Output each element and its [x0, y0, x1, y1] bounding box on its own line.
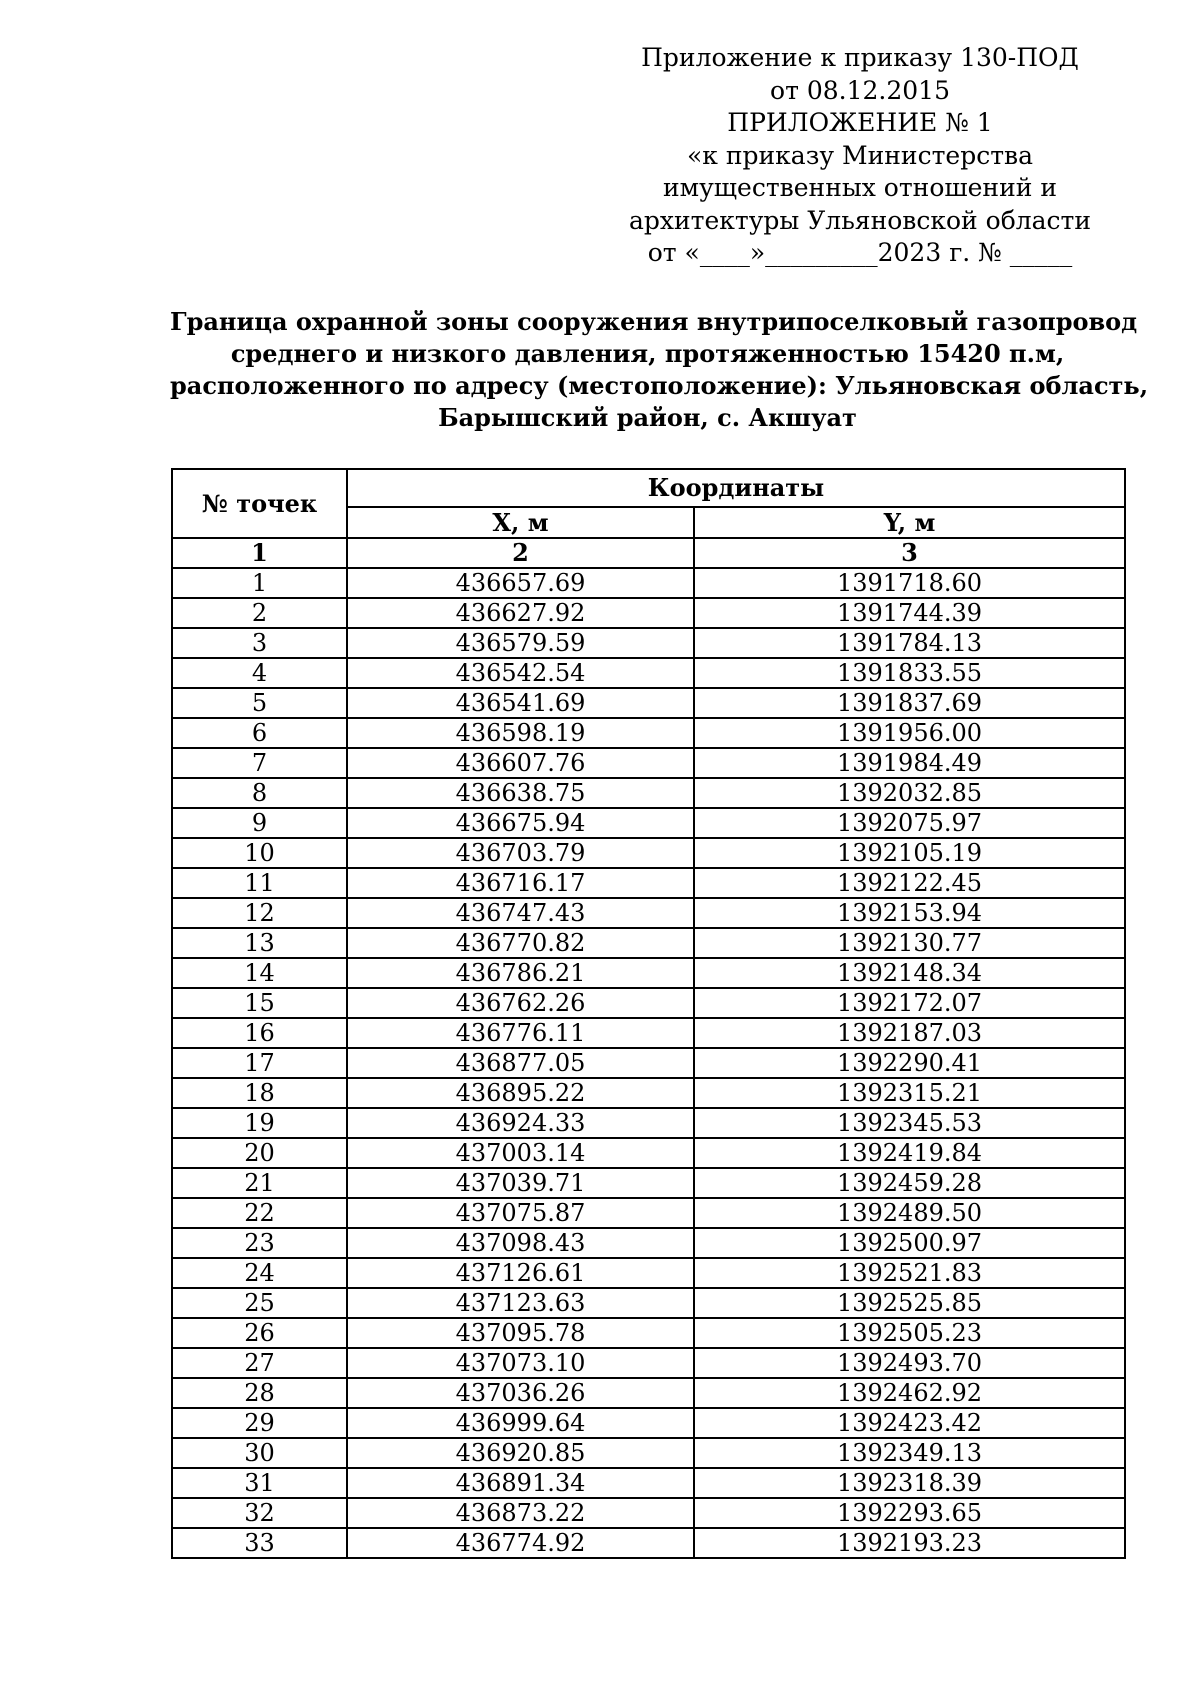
- coordinates-table: [171, 468, 1126, 1559]
- point-number-cell: 14: [172, 958, 347, 988]
- x-coordinate-cell: 436542.54: [347, 658, 694, 688]
- point-number-cell: 5: [172, 688, 347, 718]
- y-coordinate-cell: 1392075.97: [694, 808, 1125, 838]
- point-number-cell: 25: [172, 1288, 347, 1318]
- point-number-cell: 11: [172, 868, 347, 898]
- coordinates-header: Координаты: [347, 469, 1125, 507]
- column-number: 2: [347, 538, 694, 568]
- point-number-cell: 33: [172, 1528, 347, 1558]
- point-number-cell: 1: [172, 568, 347, 598]
- y-coordinate-cell: 1392318.39: [694, 1468, 1125, 1498]
- table-row: [172, 1408, 1125, 1438]
- header-line: от «____»_________2023 г. № _____: [647, 238, 1073, 267]
- table-row: [172, 568, 1125, 598]
- table-row: [172, 928, 1125, 958]
- table-row: [172, 1378, 1125, 1408]
- x-coordinate-cell: 437095.78: [347, 1318, 694, 1348]
- table-row: [172, 718, 1125, 748]
- y-coordinate-cell: 1392345.53: [694, 1108, 1125, 1138]
- x-coordinate-cell: 436607.76: [347, 748, 694, 778]
- x-coordinate-cell: 436895.22: [347, 1078, 694, 1108]
- point-number-cell: 31: [172, 1468, 347, 1498]
- header-line: Приложение к приказу 130-ПОД: [641, 43, 1079, 72]
- y-coordinate-cell: 1391718.60: [694, 568, 1125, 598]
- point-number-cell: 17: [172, 1048, 347, 1078]
- points-column-header: № точек: [172, 469, 347, 538]
- x-coordinate-cell: 436579.59: [347, 628, 694, 658]
- y-coordinate-cell: 1392187.03: [694, 1018, 1125, 1048]
- x-coordinate-cell: 437036.26: [347, 1378, 694, 1408]
- table-row: [172, 898, 1125, 928]
- table-row: [172, 1438, 1125, 1468]
- y-coordinate-cell: 1392172.07: [694, 988, 1125, 1018]
- y-column-header: Y, м: [694, 507, 1125, 538]
- point-number-cell: 2: [172, 598, 347, 628]
- title-line: среднего и низкого давления, протяженностью 15420 п.м,: [230, 339, 1065, 368]
- y-coordinate-cell: 1392105.19: [694, 838, 1125, 868]
- y-coordinate-cell: 1392521.83: [694, 1258, 1125, 1288]
- x-coordinate-cell: 436657.69: [347, 568, 694, 598]
- x-coordinate-cell: 436675.94: [347, 808, 694, 838]
- point-number-cell: 29: [172, 1408, 347, 1438]
- table-row: [172, 1048, 1125, 1078]
- column-number: 3: [694, 538, 1125, 568]
- y-coordinate-cell: 1392462.92: [694, 1378, 1125, 1408]
- point-number-cell: 6: [172, 718, 347, 748]
- x-coordinate-cell: 437039.71: [347, 1168, 694, 1198]
- y-coordinate-cell: 1392500.97: [694, 1228, 1125, 1258]
- point-number-cell: 3: [172, 628, 347, 658]
- table-row: [172, 628, 1125, 658]
- table-row: [172, 748, 1125, 778]
- point-number-cell: 7: [172, 748, 347, 778]
- document-title: [170, 306, 1149, 434]
- header-line: архитектуры Ульяновской области: [628, 205, 1092, 235]
- header-line: от 08.12.2015: [770, 75, 950, 105]
- y-coordinate-cell: 1392419.84: [694, 1138, 1125, 1168]
- header-line: «к приказу Министерства: [686, 140, 1034, 170]
- y-coordinate-cell: 1392489.50: [694, 1198, 1125, 1228]
- y-coordinate-cell: 1392032.85: [694, 778, 1125, 808]
- y-coordinate-cell: 1391784.13: [694, 628, 1125, 658]
- y-coordinate-cell: 1392349.13: [694, 1438, 1125, 1468]
- y-coordinate-cell: 1391744.39: [694, 598, 1125, 628]
- x-coordinate-cell: 436873.22: [347, 1498, 694, 1528]
- table-row: [172, 958, 1125, 988]
- y-coordinate-cell: 1391956.00: [694, 718, 1125, 748]
- table-row: [172, 1258, 1125, 1288]
- point-number-cell: 12: [172, 898, 347, 928]
- table-row: [172, 1348, 1125, 1378]
- table-row: [172, 1318, 1125, 1348]
- point-number-cell: 9: [172, 808, 347, 838]
- y-coordinate-cell: 1392130.77: [694, 928, 1125, 958]
- table-row: [172, 1198, 1125, 1228]
- x-coordinate-cell: 436786.21: [347, 958, 694, 988]
- table-row: [172, 1018, 1125, 1048]
- x-coordinate-cell: 436891.34: [347, 1468, 694, 1498]
- y-coordinate-cell: 1392525.85: [694, 1288, 1125, 1318]
- x-coordinate-cell: 436776.11: [347, 1018, 694, 1048]
- x-coordinate-cell: 436762.26: [347, 988, 694, 1018]
- point-number-cell: 27: [172, 1348, 347, 1378]
- point-number-cell: 30: [172, 1438, 347, 1468]
- y-coordinate-cell: 1392193.23: [694, 1528, 1125, 1558]
- x-coordinate-cell: 436541.69: [347, 688, 694, 718]
- point-number-cell: 23: [172, 1228, 347, 1258]
- table-row: [172, 688, 1125, 718]
- x-coordinate-cell: 436716.17: [347, 868, 694, 898]
- table-body: [172, 568, 1125, 1558]
- table-row: [172, 1528, 1125, 1558]
- point-number-cell: 13: [172, 928, 347, 958]
- point-number-cell: 20: [172, 1138, 347, 1168]
- table-row: [172, 1498, 1125, 1528]
- y-coordinate-cell: 1392459.28: [694, 1168, 1125, 1198]
- y-coordinate-cell: 1392423.42: [694, 1408, 1125, 1438]
- x-coordinate-cell: 436703.79: [347, 838, 694, 868]
- header-line: имущественных отношений и: [662, 173, 1058, 202]
- x-coordinate-cell: 436774.92: [347, 1528, 694, 1558]
- y-coordinate-cell: 1392493.70: [694, 1348, 1125, 1378]
- x-coordinate-cell: 436627.92: [347, 598, 694, 628]
- x-coordinate-cell: 437073.10: [347, 1348, 694, 1378]
- table-row: [172, 598, 1125, 628]
- table-row: [172, 1168, 1125, 1198]
- point-number-cell: 4: [172, 658, 347, 688]
- x-coordinate-cell: 437098.43: [347, 1228, 694, 1258]
- point-number-cell: 28: [172, 1378, 347, 1408]
- x-coordinate-cell: 436920.85: [347, 1438, 694, 1468]
- y-coordinate-cell: 1392122.45: [694, 868, 1125, 898]
- point-number-cell: 15: [172, 988, 347, 1018]
- x-coordinate-cell: 436598.19: [347, 718, 694, 748]
- appendix-header: [620, 42, 1100, 270]
- point-number-cell: 19: [172, 1108, 347, 1138]
- table-row: [172, 658, 1125, 688]
- point-number-cell: 22: [172, 1198, 347, 1228]
- table-row: [172, 1078, 1125, 1108]
- x-coordinate-cell: 437123.63: [347, 1288, 694, 1318]
- table-row: [172, 868, 1125, 898]
- point-number-cell: 24: [172, 1258, 347, 1288]
- x-coordinate-cell: 436770.82: [347, 928, 694, 958]
- table-row: [172, 988, 1125, 1018]
- x-coordinate-cell: 437075.87: [347, 1198, 694, 1228]
- table-row: [172, 808, 1125, 838]
- y-coordinate-cell: 1391984.49: [694, 748, 1125, 778]
- point-number-cell: 18: [172, 1078, 347, 1108]
- point-number-cell: 26: [172, 1318, 347, 1348]
- point-number-cell: 21: [172, 1168, 347, 1198]
- y-coordinate-cell: 1391837.69: [694, 688, 1125, 718]
- column-number: 1: [172, 538, 347, 568]
- table-row: [172, 778, 1125, 808]
- x-column-header: X, м: [347, 507, 694, 538]
- table-row: [172, 1108, 1125, 1138]
- x-coordinate-cell: 436638.75: [347, 778, 694, 808]
- y-coordinate-cell: 1392293.65: [694, 1498, 1125, 1528]
- y-coordinate-cell: 1392315.21: [694, 1078, 1125, 1108]
- table-row: [172, 838, 1125, 868]
- x-coordinate-cell: 436999.64: [347, 1408, 694, 1438]
- x-coordinate-cell: 436924.33: [347, 1108, 694, 1138]
- y-coordinate-cell: 1392148.34: [694, 958, 1125, 988]
- x-coordinate-cell: 436747.43: [347, 898, 694, 928]
- x-coordinate-cell: 437126.61: [347, 1258, 694, 1288]
- title-line: Граница охранной зоны сооружения внутрипоселковый газопровод: [170, 307, 1138, 336]
- title-line: Барышский район, с. Акшуат: [438, 403, 857, 432]
- y-coordinate-cell: 1392290.41: [694, 1048, 1125, 1078]
- title-line: расположенного по адресу (местоположение): Ульяновская область,: [170, 371, 1149, 400]
- point-number-cell: 10: [172, 838, 347, 868]
- point-number-cell: 8: [172, 778, 347, 808]
- table-row: [172, 1288, 1125, 1318]
- table-row: [172, 1468, 1125, 1498]
- point-number-cell: 16: [172, 1018, 347, 1048]
- table-row: [172, 1138, 1125, 1168]
- y-coordinate-cell: 1392505.23: [694, 1318, 1125, 1348]
- point-number-cell: 32: [172, 1498, 347, 1528]
- x-coordinate-cell: 437003.14: [347, 1138, 694, 1168]
- y-coordinate-cell: 1392153.94: [694, 898, 1125, 928]
- header-line: ПРИЛОЖЕНИЕ № 1: [727, 108, 993, 137]
- table-row: [172, 1228, 1125, 1258]
- x-coordinate-cell: 436877.05: [347, 1048, 694, 1078]
- y-coordinate-cell: 1391833.55: [694, 658, 1125, 688]
